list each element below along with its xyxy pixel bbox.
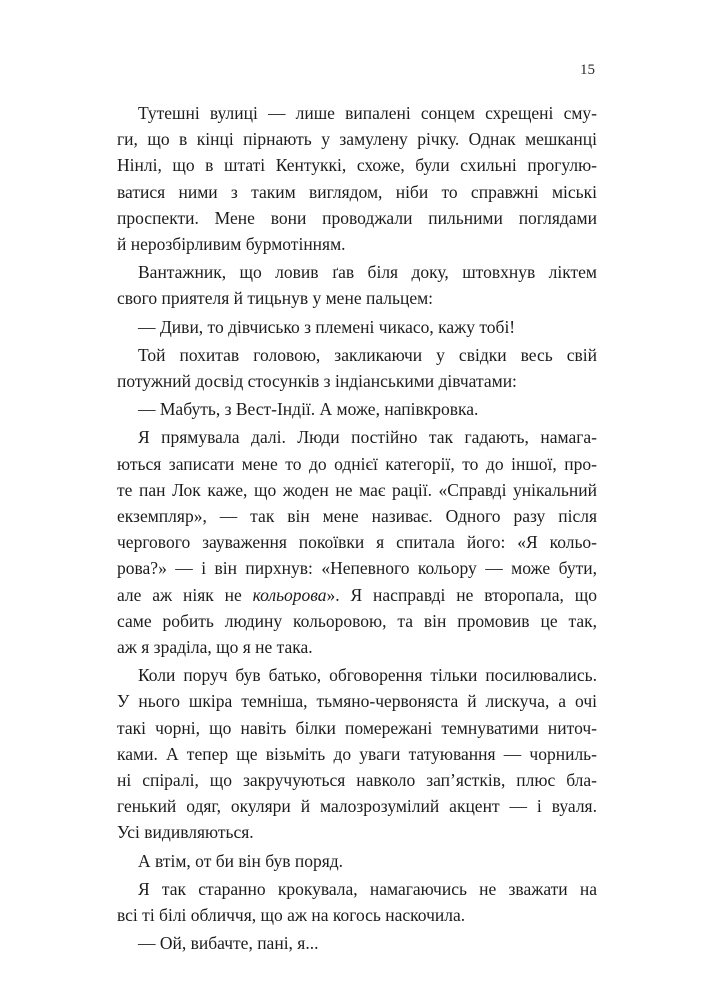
text-line: Я прямувала далі. Люди постійно так гадають, намага- (138, 427, 597, 448)
text-segment: ». Я насправді не второпала, що (326, 584, 597, 605)
text-line: й нерозбірливим бурмотінням. (117, 234, 346, 255)
paragraph (117, 848, 597, 874)
paragraph (117, 100, 597, 257)
text-line: потужний досвід стосунків з індіанськими дівчатами: (117, 371, 517, 392)
text-line: Усі видивляються. (117, 822, 254, 843)
text-line: ні спіралі, що закручуються навколо зап’ястків, плюс бла- (117, 770, 597, 791)
text-line: Вантажник, що ловив ґав біля доку, штовхнув ліктем (138, 262, 597, 283)
text-line: свого приятеля й тицьнув у мене пальцем: (117, 288, 434, 309)
text-line: чергового зауваження покоївки я спитала його: «Я кольо- (117, 532, 597, 553)
text-segment: але аж ніяк не (117, 584, 242, 605)
text-line: У нього шкіра темніша, тьмяно-червоняста й лискуча, а очі (117, 691, 597, 712)
text-line: ками. А тепер ще візьміть до уваги татуювання — чорниль- (117, 743, 597, 764)
text-line: Той похитав головою, закликаючи у свідки весь свій (138, 344, 597, 365)
dialogue-line (117, 930, 597, 956)
text-line: такі чорні, що навіть білки помережані темнуватими ниточ- (117, 717, 597, 738)
dialogue-line (117, 314, 597, 340)
text-line: Коли поруч був батько, обговорення тільки посилювались. (138, 665, 597, 686)
text-line: А втім, от би він був поряд. (138, 850, 344, 871)
text-line: ги, що в кінці пірнають у замулену річку. Однак мешканці (117, 129, 597, 150)
text-line: Нінлі, що в штаті Кентуккі, схоже, були схильні прогулю- (117, 155, 597, 176)
paragraph (117, 876, 597, 928)
text-line: всі ті білі обличчя, що аж на когось наскочила. (117, 905, 466, 926)
text-line: — Ой, вибачте, пані, я... (138, 933, 319, 954)
paragraph (117, 424, 597, 660)
text-line: — Диви, то дівчисько з племені чикасо, кажу тобі! (138, 316, 516, 337)
text-line: рова?» — і він пирхнув: «Непевного кольору — може бути, (117, 558, 597, 579)
text-line: — Мабуть, з Вест-Індії. А може, напівкровка. (138, 399, 479, 420)
text-line: Я так старанно крокувала, намагаючись не зважати на (138, 878, 597, 899)
dialogue-line (117, 396, 597, 422)
chapter-text (117, 100, 597, 957)
italic-word: кольорова (252, 584, 327, 605)
text-line: аж я зраділа, що я не така. (117, 637, 313, 658)
text-line: ватися ними з таким виглядом, ніби то справжні міські (117, 181, 597, 202)
text-line: екземпляр», — так він мене називає. Одного разу після (117, 506, 597, 527)
text-line: проспекти. Мене вони проводжали пильними поглядами (117, 207, 597, 228)
text-line: саме робить людину кольоровою, та він промовив це так, (117, 610, 597, 631)
page-number: 15 (580, 62, 595, 78)
text-line: Тутешні вулиці — лише випалені сонцем схрещені сму- (138, 103, 597, 123)
paragraph (117, 662, 597, 845)
paragraph (117, 259, 597, 311)
text-line: ються записати мене то до однієї категорії, то до іншої, про- (117, 453, 597, 474)
paragraph (117, 342, 597, 394)
text-line: генький одяг, окуляри й малозрозумілий акцент — і вуаля. (117, 796, 597, 817)
text-line (117, 582, 597, 608)
text-line: те пан Лок каже, що жоден не має рації. «Справді унікальний (117, 479, 597, 500)
